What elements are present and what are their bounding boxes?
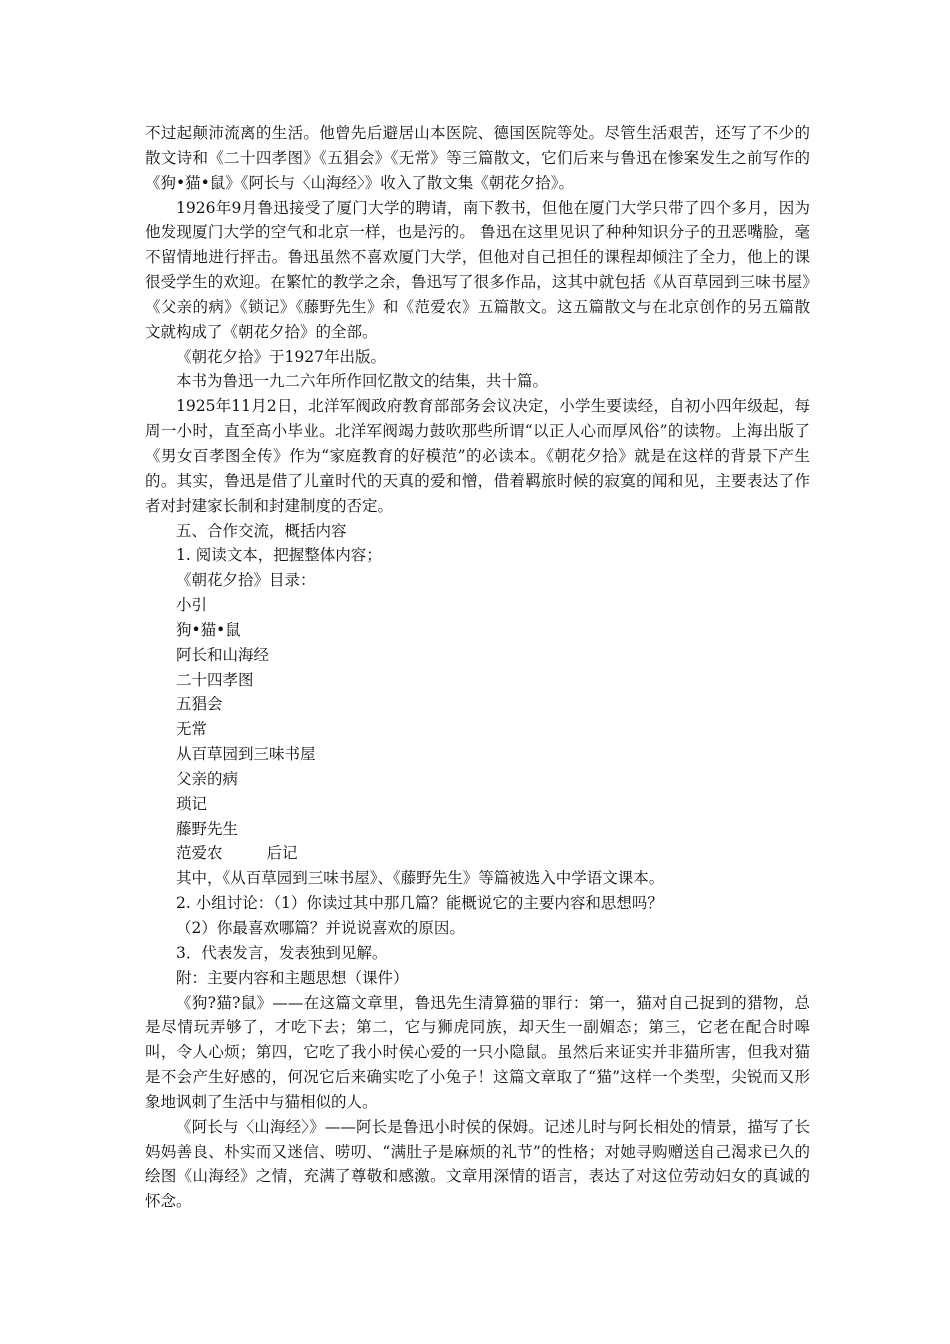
toc-item: 五猖会 xyxy=(176,695,223,714)
paragraph: 《朝花夕拾》于1927年出版。 xyxy=(176,347,386,366)
toc-item: 范爱农 xyxy=(176,844,223,863)
paragraph: 《狗?猫?鼠》——在这篇文章里，鲁迅先生清算猫的罪行：第一，猫对自己捉到的猎物，总是尽情玩弄够了，才吃下去；第二，它与狮虎同族，却天生一副媚态；第三，它老在配合时嗥叫，令人心烦；第四，它吃了我小时侯心爱的一只小隐鼠。虽然后来证实并非猫所害，但我对猫是不会产生好感的，何况它后来确实吃了小兔子！这篇文章取了“猫”这样一个类型，尖锐而又形象地讽刺了生活中与猫相似的人。 xyxy=(145,993,810,1111)
step-heading: 1. 阅读文本，把握整体内容； xyxy=(176,546,382,565)
toc-item: 二十四孝图 xyxy=(176,670,254,689)
paragraph: 附：主要内容和主题思想（课件） xyxy=(176,968,409,987)
toc-item: 阿长和山海经 xyxy=(176,645,270,664)
document-body xyxy=(145,121,810,1214)
toc-item: 狗•猫•鼠 xyxy=(176,620,241,639)
paragraph: 《阿长与〈山海经〉》——阿长是鲁迅小时侯的保姆。记述儿时与阿长相处的情景，描写了长妈妈善良、朴实而又迷信、唠叨、“满肚子是麻烦的礼节”的性格；对她寻购赠送自己渴求已久的绘图《山海经》之情，充满了尊敬和感激。文章用深情的语言，表达了对这位劳动妇女的真诚的怀念。 xyxy=(145,1117,810,1211)
section-heading: 五、合作交流，概括内容 xyxy=(176,521,347,540)
paragraph: 本书为鲁迅一九二六年所作回忆散文的结集，共十篇。 xyxy=(176,372,549,391)
toc-item-last xyxy=(145,841,810,866)
paragraph: 2. 小组讨论：（1）你读过其中那几篇？能概说它的主要内容和思想吗？ xyxy=(176,894,663,913)
paragraph: 1925年11月2日，北洋军阀政府教育部部务会议决定，小学生要读经，自初小四年级起，每周一小时，直至高小毕业。北洋军阀竭力鼓吹那些所谓“以正人心而厚风俗”的读物。上海出版了《男女百孝图全传》作为“家庭教育的好模范”的必读本。《朝花夕拾》就是在这样的背景下产生的。其实，鲁迅是借了儿童时代的天真的爱和憎，借着羁旅时候的寂寞的闻和见，主要表达了作者对封建家长制和封建制度的否定。 xyxy=(145,397,810,515)
paragraph: （2）你最喜欢哪篇？并说说喜欢的原因。 xyxy=(176,919,465,937)
toc-item: 小引 xyxy=(176,596,208,615)
toc-item: 从百草园到三味书屋 xyxy=(176,745,316,764)
paragraph: 3．代表发言，发表独到见解。 xyxy=(176,943,388,962)
toc-item: 琐记 xyxy=(176,794,208,813)
toc-heading: 《朝花夕拾》目录： xyxy=(176,571,316,590)
toc-item: 父亲的病 xyxy=(176,769,239,788)
toc-item: 无常 xyxy=(176,720,208,739)
toc-item: 后记 xyxy=(266,844,298,863)
paragraph: 1926年9月鲁迅接受了厦门大学的聘请，南下教书，但他在厦门大学只带了四个多月，因为他发现厦门大学的空气和北京一样，也是污的。 鲁迅在这里见识了种种知识分子的丑恶嘴脸，毫不留情地进行抨击。鲁迅虽然不喜欢厦门大学，但他对自己担任的课程却倾注了全力，他上的课很受学生的欢迎。在繁忙的教学之余，鲁迅写了很多作品，这其中就包括《从百草园到三味书屋》《父亲的病》《锁记》《藤野先生》和《范爱农》五篇散文。这五篇散文与在北京创作的另五篇散文就构成了《朝花夕拾》的全部。 xyxy=(145,198,810,341)
toc-item: 藤野先生 xyxy=(176,819,239,838)
paragraph: 其中，《从百草园到三味书屋》、《藤野先生》等篇被选入中学语文课本。 xyxy=(176,869,665,888)
paragraph: 不过起颠沛流离的生活。他曾先后避居山本医院、德国医院等处。尽管生活艰苦，还写了不少的散文诗和《二十四孝图》《五猖会》《无常》等三篇散文，它们后来与鲁迅在惨案发生之前写作的《狗•猫•鼠》《阿长与〈山海经〉》收入了散文集《朝花夕拾》。 xyxy=(145,124,810,192)
